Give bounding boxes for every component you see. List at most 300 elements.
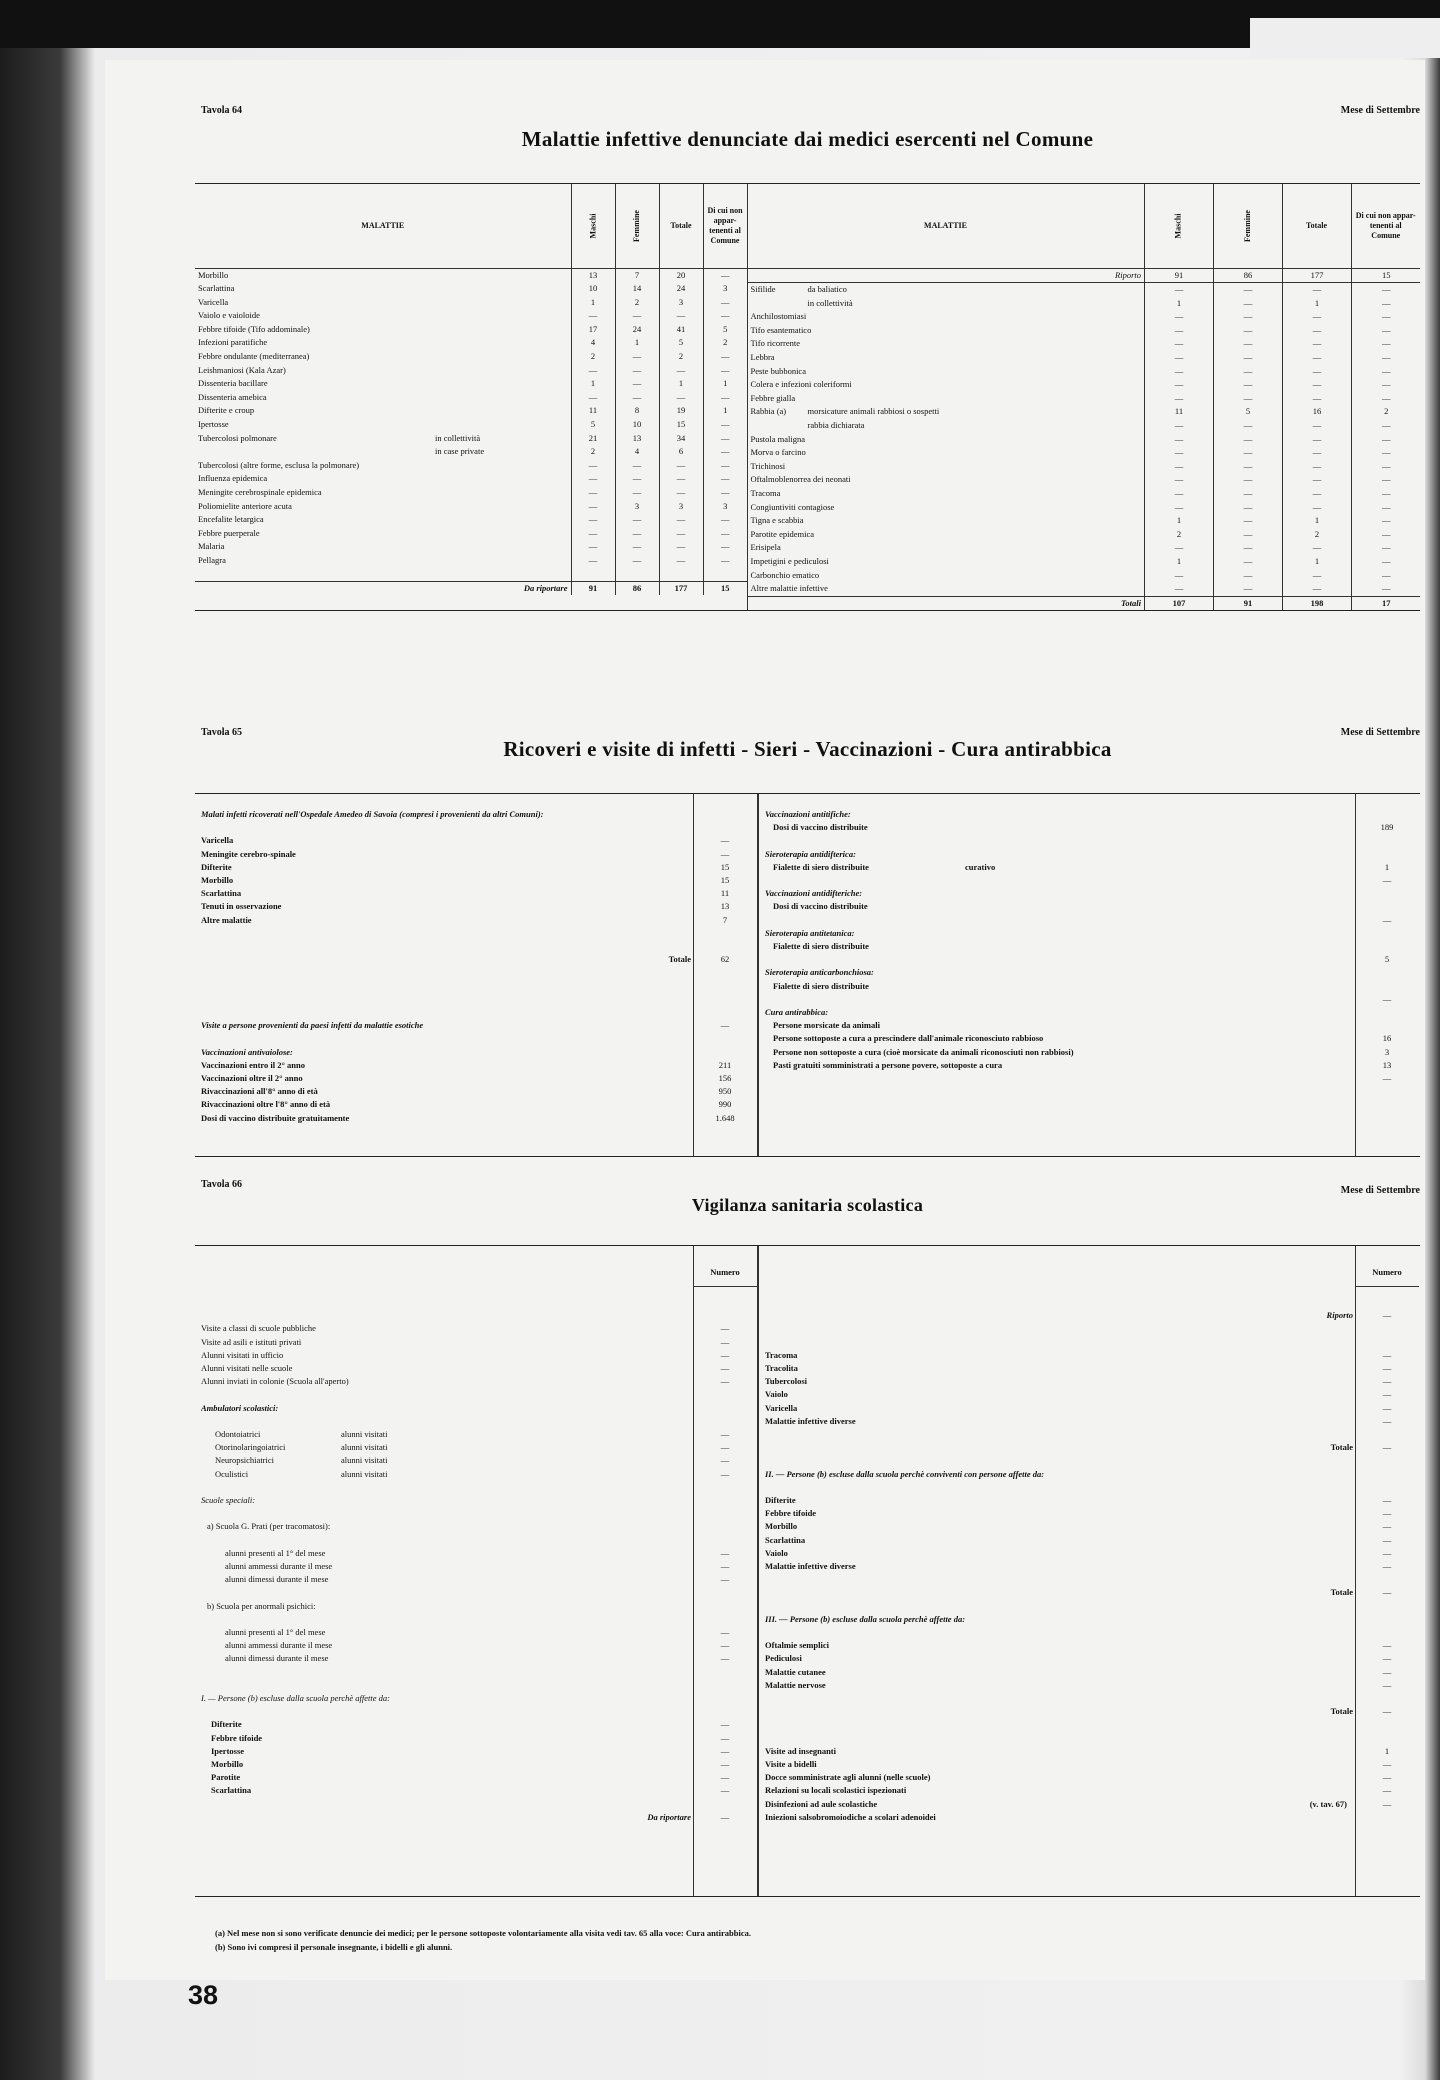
affette-heading: III. — Persone (b) escluse dalla scuola perchè affette da: — [765, 1613, 966, 1624]
disease-name: Poliomielite anteriore acuta — [198, 500, 292, 511]
cura-item: Persone non sottoposte a cura (cioè morsicate da animali riconosciuti non rabbiosi) — [773, 1046, 1074, 1057]
value-t: 41 — [659, 323, 703, 337]
escluse-item: Scarlattina — [211, 1785, 252, 1796]
value-f: 4 — [615, 445, 659, 459]
value: 13 — [720, 901, 730, 912]
conviventi-item: Scarlattina — [765, 1534, 806, 1545]
riporto-label: Riporto — [1115, 269, 1141, 280]
value-nc: — — [1352, 446, 1421, 460]
disease-cell — [195, 418, 571, 432]
conviventi-item: Morbillo — [765, 1521, 798, 1532]
value-t: — — [659, 486, 703, 500]
value-nc: — — [703, 309, 747, 323]
disease-row — [195, 282, 747, 296]
t66-right-col — [765, 1296, 1353, 1896]
value: — — [720, 1442, 730, 1453]
value-nc: — — [1352, 555, 1421, 569]
disease-cell — [748, 351, 1145, 365]
value-m: — — [1145, 473, 1214, 487]
value-f: — — [1214, 392, 1283, 406]
value-nc: — — [703, 445, 747, 459]
value: — — [1382, 1560, 1392, 1571]
value-m: — — [1145, 351, 1214, 365]
scuole-item: Alunni visitati nelle scuole — [201, 1362, 293, 1373]
value: 15 — [720, 861, 730, 872]
value-nc: — — [1352, 541, 1421, 555]
value-m: — — [1145, 460, 1214, 474]
disease-row — [195, 296, 747, 310]
value: — — [720, 848, 730, 859]
value — [693, 808, 757, 821]
value: — — [1382, 1521, 1392, 1532]
tavola-66-box — [195, 1245, 1420, 1897]
disease-subtype: da baliatico — [807, 284, 847, 295]
value — [693, 1046, 757, 1059]
scuola-b-heading: b) Scuola per anormali psichici: — [207, 1600, 316, 1611]
value: — — [1382, 1349, 1392, 1360]
value: — — [720, 1349, 730, 1360]
value: — — [1382, 1376, 1392, 1387]
disease-row — [748, 582, 1421, 596]
header-malattie-right: MALATTIE — [747, 184, 1144, 268]
antidifterica-heading: Sieroterapia antidifterica: — [765, 848, 856, 859]
disease-name: Pustola maligna — [750, 433, 806, 444]
value-nc: — — [1352, 460, 1421, 474]
disease-cell — [748, 446, 1145, 460]
disease-name: Anchilostomiasi — [750, 311, 807, 322]
value-t: 1 — [1283, 555, 1352, 569]
value-f: 24 — [615, 323, 659, 337]
value-t: — — [1283, 392, 1352, 406]
disease-name: Tracoma — [750, 488, 781, 498]
insegnanti-item: Disinfezioni ad aule scolastiche (v. tav. 67) — [765, 1798, 1353, 1811]
t66-left-col — [201, 1296, 691, 1896]
value-m: 1 — [571, 296, 615, 310]
disease-name: Febbre puerperale — [198, 527, 260, 538]
disease-row — [748, 365, 1421, 379]
value: — — [1382, 1706, 1392, 1717]
value-t: — — [1283, 337, 1352, 351]
t64-left-body — [195, 269, 747, 596]
disease-name: Difterite e croup — [198, 405, 255, 416]
disease-cell — [748, 555, 1145, 569]
scuola-b-item: alunni ammessi durante il mese — [225, 1640, 333, 1651]
value-m: — — [1145, 501, 1214, 515]
value-f: — — [615, 364, 659, 378]
value-nc: — — [1352, 283, 1421, 297]
conviventi-item: Vaiolo — [765, 1547, 788, 1558]
value-f: — — [1214, 501, 1283, 515]
disease-row — [748, 310, 1421, 324]
scuola-a-item: alunni presenti al 1° del mese — [225, 1547, 326, 1558]
value-f: 14 — [615, 282, 659, 296]
value-nc: — — [1352, 351, 1421, 365]
value: — — [720, 1020, 730, 1031]
sheet — [195, 105, 1420, 1995]
anticarbonchiosa-line: Fialette di siero distribuite — [773, 980, 869, 991]
value-t: 6 — [659, 445, 703, 459]
disease-row — [195, 500, 747, 514]
ricoveri-item: Varicella — [201, 835, 234, 846]
value-m: — — [1145, 337, 1214, 351]
anticarbonchiosa-heading: Sieroterapia anticarbonchiosa: — [765, 967, 874, 978]
disease-cell — [195, 486, 571, 500]
affette-item: Pediculosi — [765, 1653, 802, 1664]
disease-row — [195, 350, 747, 364]
value: 950 — [718, 1086, 732, 1097]
disease-name: Tifo esantematico — [750, 324, 812, 335]
value-t: 15 — [659, 418, 703, 432]
scuole-item: Visite a classi di scuole pubbliche — [201, 1323, 316, 1334]
insegnanti-item: Visite a bidelli — [765, 1758, 817, 1769]
value-nc: — — [703, 486, 747, 500]
value-nc: — — [703, 432, 747, 446]
value: — — [720, 1574, 730, 1585]
visite-esotiche: Visite a persone provenienti da paesi infetti da malattie esotiche — [201, 1020, 424, 1031]
line-subtext: curativo — [965, 861, 996, 872]
disease-cell — [748, 433, 1145, 447]
escluse-item: Ipertosse — [211, 1745, 245, 1756]
value: — — [720, 1785, 730, 1796]
disease-cell — [748, 487, 1145, 501]
disease-row — [195, 364, 747, 378]
value-t: — — [1283, 582, 1352, 596]
disease-row — [748, 351, 1421, 365]
value: — — [1382, 1415, 1392, 1426]
value — [693, 1494, 757, 1507]
antitifiche-heading: Vaccinazioni antitifiche: — [765, 809, 851, 819]
value-f: — — [615, 472, 659, 486]
value: 156 — [718, 1072, 732, 1083]
value-t: — — [1283, 310, 1352, 324]
value-m: — — [1145, 582, 1214, 596]
header-totale: Totale — [659, 184, 703, 268]
value-t: — — [1283, 541, 1352, 555]
disease-name: Scarlattina — [198, 283, 235, 294]
value-m: 4 — [571, 336, 615, 350]
tavola-64-title: Malattie infettive denunciate dai medici esercenti nel Comune — [521, 127, 1094, 151]
value-nc: — — [1352, 419, 1421, 433]
disease-name: Malaria — [198, 541, 225, 552]
header-maschi: Maschi — [587, 213, 597, 239]
disease-row — [195, 323, 747, 337]
t66-right-values — [1355, 1296, 1419, 1896]
value-m: — — [571, 472, 615, 486]
tavola-64-table — [195, 183, 1420, 611]
scuole-item: Visite ad asili e istituti privati — [201, 1336, 302, 1347]
value-nc: 5 — [703, 323, 747, 337]
value-f: — — [1214, 310, 1283, 324]
scuola-a-item: alunni ammessi durante il mese — [225, 1560, 333, 1571]
disease-cell — [748, 297, 1145, 311]
disease-name: Morva o farcino — [750, 447, 806, 458]
line-subtext: alunni visitati — [341, 1468, 388, 1479]
disease-row — [748, 501, 1421, 515]
speciali-heading: Scuole speciali: — [201, 1494, 256, 1505]
value-m: — — [571, 500, 615, 514]
value: — — [1382, 1508, 1392, 1519]
disease-row — [195, 269, 747, 283]
disease-row — [748, 487, 1421, 501]
value-nc: — — [1352, 473, 1421, 487]
total-nc: 15 — [703, 581, 747, 595]
value-nc: — — [1352, 378, 1421, 392]
value-nc: 3 — [703, 282, 747, 296]
value-nc: — — [1352, 310, 1421, 324]
value-f: — — [615, 309, 659, 323]
value-f: — — [1214, 433, 1283, 447]
disease-name: Pellagra — [198, 554, 226, 565]
tavola-66-label: Tavola 66 — [201, 1179, 243, 1190]
disease-cell — [748, 528, 1145, 542]
value-m: — — [571, 527, 615, 541]
value-nc: — — [1352, 487, 1421, 501]
totale-b-label: Totale — [1330, 1587, 1353, 1598]
value-m: — — [571, 459, 615, 473]
value-t: 3 — [659, 296, 703, 310]
value-nc: — — [703, 472, 747, 486]
header-malattie-left: MALATTIE — [195, 184, 571, 268]
disease-row — [748, 405, 1421, 419]
disease-name: Trichinosi — [750, 460, 786, 471]
value-m: — — [1145, 283, 1214, 297]
total-label: Da riportare — [195, 581, 571, 595]
ambulatorio-item: Neuropsichiatrici alunni visitati — [201, 1454, 691, 1467]
value-f: — — [1214, 297, 1283, 311]
disease-name: Lebbra — [750, 352, 775, 363]
value-f: 10 — [615, 418, 659, 432]
value-nc: 2 — [703, 336, 747, 350]
value: — — [720, 1772, 730, 1783]
value-m: — — [1145, 446, 1214, 460]
fialette-curativo: Fialette di siero distribuite curativo — [765, 861, 1353, 874]
value-f: — — [1214, 473, 1283, 487]
disease-cell — [195, 432, 571, 446]
disease-row — [195, 391, 747, 405]
value-f: — — [1214, 446, 1283, 460]
value-m: — — [571, 540, 615, 554]
value-m: 11 — [1145, 405, 1214, 419]
value-t: 34 — [659, 432, 703, 446]
disease-row — [195, 418, 747, 432]
antivaiolose-item: Vaccinazioni oltre il 2° anno — [201, 1072, 303, 1083]
value-nc: 1 — [703, 377, 747, 391]
scuola-b-item: alunni dimessi durante il mese — [225, 1653, 329, 1664]
value: — — [720, 1323, 730, 1334]
tavola-64-month: Mese di Settembre — [1340, 105, 1420, 116]
antivaiolose-item: Dosi di vaccino distribuite gratuitamente — [201, 1112, 350, 1123]
value-m: 21 — [571, 432, 615, 446]
disease-cell — [195, 282, 571, 296]
disease-row — [195, 336, 747, 350]
riporto-t: 177 — [1283, 269, 1352, 283]
escluse-a-item: Tracoma — [765, 1349, 798, 1360]
value-m: — — [1145, 433, 1214, 447]
value-m: 1 — [1145, 297, 1214, 311]
ricoveri-item: Tenuti in osservazione — [201, 901, 282, 912]
value-f: 3 — [615, 500, 659, 514]
value-f: 8 — [615, 404, 659, 418]
disease-row — [748, 528, 1421, 542]
disease-name: Oftalmoblenorrea dei neonati — [750, 474, 851, 485]
ambulatorio-item: Odontoiatrici alunni visitati — [201, 1428, 691, 1441]
value: — — [1382, 1442, 1392, 1453]
riporto-row — [748, 269, 1421, 283]
escluse-item: Morbillo — [211, 1758, 244, 1769]
value: — — [1382, 1534, 1392, 1545]
ricoveri-item: Meningite cerebro-spinale — [201, 848, 296, 859]
scuola-a-heading: a) Scuola G. Prati (per tracomatosi): — [207, 1521, 331, 1532]
riporto-m: 91 — [1145, 269, 1214, 283]
disease-row — [748, 392, 1421, 406]
value-m: — — [1145, 310, 1214, 324]
value: 990 — [718, 1099, 732, 1110]
value: — — [1382, 1587, 1392, 1598]
value — [1355, 1613, 1419, 1626]
disease-row — [748, 446, 1421, 460]
antitifiche-line: Dosi di vaccino distribuite — [773, 822, 868, 833]
disease-cell — [195, 323, 571, 337]
value-t: — — [1283, 351, 1352, 365]
value — [1355, 980, 1419, 993]
conviventi-item: Difterite — [765, 1494, 796, 1505]
footnote-b: (b) Sono ivi compresi il personale insegnante, i bidelli e gli alunni. — [215, 1942, 453, 1952]
disease-cell — [748, 460, 1145, 474]
value-nc: — — [703, 459, 747, 473]
value-t: — — [1283, 378, 1352, 392]
disease-subtype: in collettività — [807, 297, 853, 308]
value-nc: — — [703, 350, 747, 364]
value: 5 — [1384, 954, 1390, 965]
value-nc: — — [1352, 528, 1421, 542]
disease-name: Morbillo — [198, 269, 229, 280]
value-nc: — — [1352, 392, 1421, 406]
scan-top-band — [0, 0, 1440, 48]
total-m: 107 — [1145, 596, 1214, 610]
value-nc: 3 — [703, 500, 747, 514]
value-t: 20 — [659, 269, 703, 283]
value: 3 — [1384, 1046, 1390, 1057]
disease-row — [195, 432, 747, 446]
affette-item: Malattie cutanee — [765, 1666, 826, 1677]
document-page — [105, 60, 1425, 1980]
value-f: 5 — [1214, 405, 1283, 419]
disease-row — [748, 419, 1421, 433]
disease-name: Tubercolosi (altre forme, esclusa la polmonare) — [198, 459, 360, 470]
value-t: — — [1283, 569, 1352, 583]
conviventi-item: Malattie infettive diverse — [765, 1560, 856, 1571]
antitetanica-heading: Sieroterapia antitetanica: — [765, 927, 855, 938]
value: — — [1382, 1653, 1392, 1664]
total-label: Totali — [748, 596, 1145, 610]
insegnanti-item: Docce somministrate agli alunni (nelle scuole) — [765, 1772, 931, 1783]
disease-cell — [748, 310, 1145, 324]
disease-cell — [748, 473, 1145, 487]
value-f: — — [615, 513, 659, 527]
value: 189 — [1380, 822, 1394, 833]
value-t: — — [1283, 419, 1352, 433]
value-t: — — [659, 472, 703, 486]
value-t: 1 — [1283, 514, 1352, 528]
value: — — [1382, 1798, 1392, 1809]
value-nc: — — [1352, 501, 1421, 515]
value: — — [720, 1732, 730, 1743]
disease-cell — [195, 391, 571, 405]
header-totale-right: Totale — [1282, 184, 1351, 268]
antivaiolose-item: Vaccinazioni entro il 2° anno — [201, 1059, 305, 1070]
disease-cell — [195, 377, 571, 391]
line-ref: (v. tav. 67) — [1309, 1798, 1347, 1809]
disease-subtype: in collettività — [435, 432, 481, 443]
line-subtext: alunni visitati — [341, 1455, 388, 1466]
value: — — [1382, 1494, 1392, 1505]
affette-item: Oftalmie semplici — [765, 1640, 829, 1651]
tavola-65-box — [195, 793, 1420, 1157]
value-nc: 2 — [1352, 405, 1421, 419]
disease-name: Febbre gialla — [750, 392, 796, 403]
disease-cell — [748, 514, 1145, 528]
total-t: 198 — [1283, 596, 1352, 610]
header-femmine: Femmine — [632, 209, 641, 242]
cura-item: Persone sottoposte a cura a prescindere dall'animale riconosciuto rabbioso — [773, 1033, 1044, 1044]
value-f: — — [1214, 582, 1283, 596]
value-nc: — — [703, 513, 747, 527]
disease-cell — [195, 364, 571, 378]
insegnanti-item: Relazioni su locali scolastici ispezionati — [765, 1785, 907, 1796]
total-f: 86 — [615, 581, 659, 595]
value-f: — — [615, 391, 659, 405]
disease-name: Peste bubbonica — [750, 365, 806, 376]
insegnanti-item: Visite ad insegnanti — [765, 1745, 837, 1756]
disease-name: Congiuntiviti contagiose — [750, 501, 835, 512]
disease-row — [748, 473, 1421, 487]
value: — — [720, 1560, 730, 1571]
value-t: 5 — [659, 336, 703, 350]
value: — — [720, 1745, 730, 1756]
disease-row — [748, 514, 1421, 528]
value-t: — — [1283, 446, 1352, 460]
value-nc: — — [1352, 582, 1421, 596]
value-nc: — — [703, 418, 747, 432]
value-nc: 1 — [703, 404, 747, 418]
value-f: — — [1214, 541, 1283, 555]
value-f: — — [615, 486, 659, 500]
value: — — [1382, 1758, 1392, 1769]
disease-cell — [748, 378, 1145, 392]
cura-item: Persone morsicate da animali — [773, 1020, 880, 1031]
t64-right-body — [748, 269, 1421, 611]
value-nc: — — [703, 269, 747, 283]
tavola-66-title: Vigilanza sanitaria scolastica — [691, 1195, 924, 1215]
disease-cell — [748, 392, 1145, 406]
disease-name: Encefalite letargica — [198, 514, 264, 525]
value — [1355, 1468, 1419, 1481]
disease-cell — [195, 513, 571, 527]
scuole-item: Alunni inviati in colonie (Scuola all'aperto) — [201, 1376, 349, 1387]
value-f: — — [1214, 351, 1283, 365]
tavola-65-label: Tavola 65 — [201, 727, 243, 738]
disease-cell — [748, 569, 1145, 583]
value: — — [720, 1428, 730, 1439]
disease-name: Dissenteria bacillare — [198, 378, 268, 389]
value-nc: — — [1352, 365, 1421, 379]
escluse-item: Febbre tifoide — [211, 1732, 263, 1743]
value: — — [720, 1758, 730, 1769]
disease-cell — [195, 269, 571, 283]
escluse-a-item: Malattie infettive diverse — [765, 1415, 856, 1426]
disease-name: Infezioni paratifiche — [198, 337, 268, 348]
disease-row — [748, 297, 1421, 311]
